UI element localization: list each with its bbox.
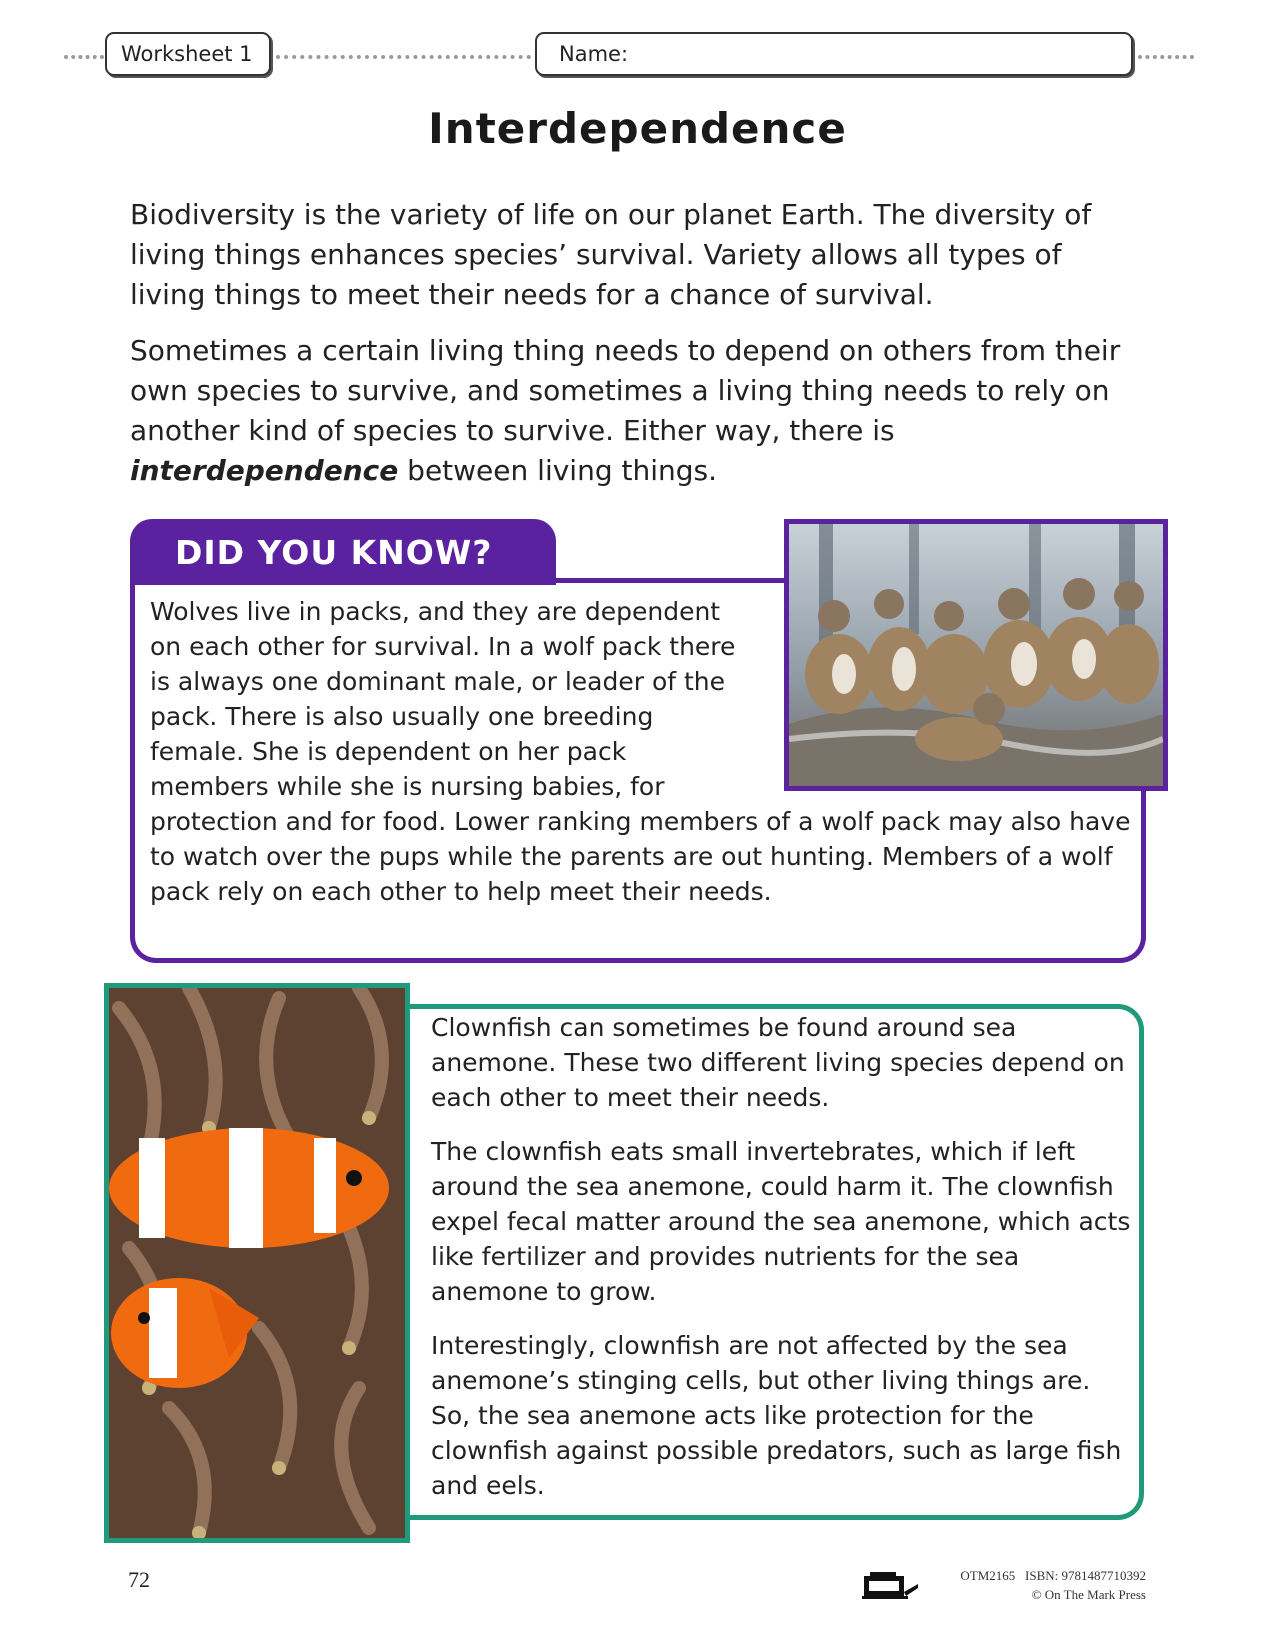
clownfish-paragraph-3: Interestingly, clownfish are not affected by the sea anemone’s stinging cells, but other living things are. So, the sea anemone acts like protection for the clownfish against possible predators, such as large fish and eels.: [431, 1331, 1122, 1500]
clownfish-photo: [104, 983, 410, 1543]
wolf-pack-photo: [784, 519, 1168, 791]
interdependence-term: interdependence: [130, 454, 399, 487]
clownfish-anemone-illustration: [109, 988, 405, 1538]
publisher-ids: [930, 1566, 1146, 1585]
page-title: Interdependence: [428, 104, 847, 153]
worksheet-label-box: [105, 32, 271, 76]
product-code: OTM2165: [960, 1568, 1016, 1583]
publisher-info: [930, 1566, 1146, 1604]
worksheet-label: Worksheet 1: [121, 42, 253, 66]
printing-press-logo-icon: [860, 1568, 922, 1602]
intro-paragraph-2-start: Sometimes a certain living thing needs to depend on others from their own species to survive, and sometimes a living thing needs to rely on another kind of species to survive. Either way, there is: [130, 334, 1121, 447]
intro-paragraph-2: [130, 331, 1140, 491]
clownfish-paragraph-1: Clownfish can sometimes be found around sea anemone. These two different living species depend on each other to meet their needs.: [431, 1013, 1125, 1112]
page-number: 72: [128, 1567, 150, 1592]
isbn: ISBN: 9781487710392: [1025, 1568, 1146, 1583]
intro-paragraph-1: Biodiversity is the variety of life on our planet Earth. The diversity of living things enhances species’ survival. Variety allows all types of living things to meet their needs for a chance of survival.: [130, 198, 1092, 311]
name-label: Name:: [559, 42, 629, 66]
header-dotted-line-right: [1138, 55, 1194, 59]
name-field[interactable]: [535, 32, 1133, 76]
clownfish-text: [431, 1010, 1131, 1522]
wolf-pack-illustration: [789, 524, 1163, 786]
intro-paragraph-2-end: between living things.: [398, 454, 717, 487]
copyright: © On The Mark Press: [1031, 1587, 1146, 1602]
clownfish-paragraph-2: The clownfish eats small invertebrates, which if left around the sea anemone, could harm it. The clownfish expel fecal matter around the sea anemone, which acts like fertilizer and provides nutrients for the sea anemone to grow.: [431, 1137, 1131, 1306]
header-dotted-line-middle: [276, 55, 531, 59]
did-you-know-text: Wolves live in packs, and they are dependent on each other for survival. In a wolf pack there is always one dominant male, or leader of the pack. There is also usually one breeding female. She is dependent on her pack members while she is nursing babies, for protection and for food. Lower ranking members of a wolf pack may also have to watch over the pups while the parents are out hunting. Members of a wolf pack rely on each other to help meet their needs.: [150, 597, 1131, 906]
did-you-know-heading: DID YOU KNOW?: [175, 533, 493, 572]
did-you-know-tab: [130, 519, 556, 585]
did-you-know-top-border: [556, 578, 786, 583]
header-dotted-line-left: [64, 55, 104, 59]
